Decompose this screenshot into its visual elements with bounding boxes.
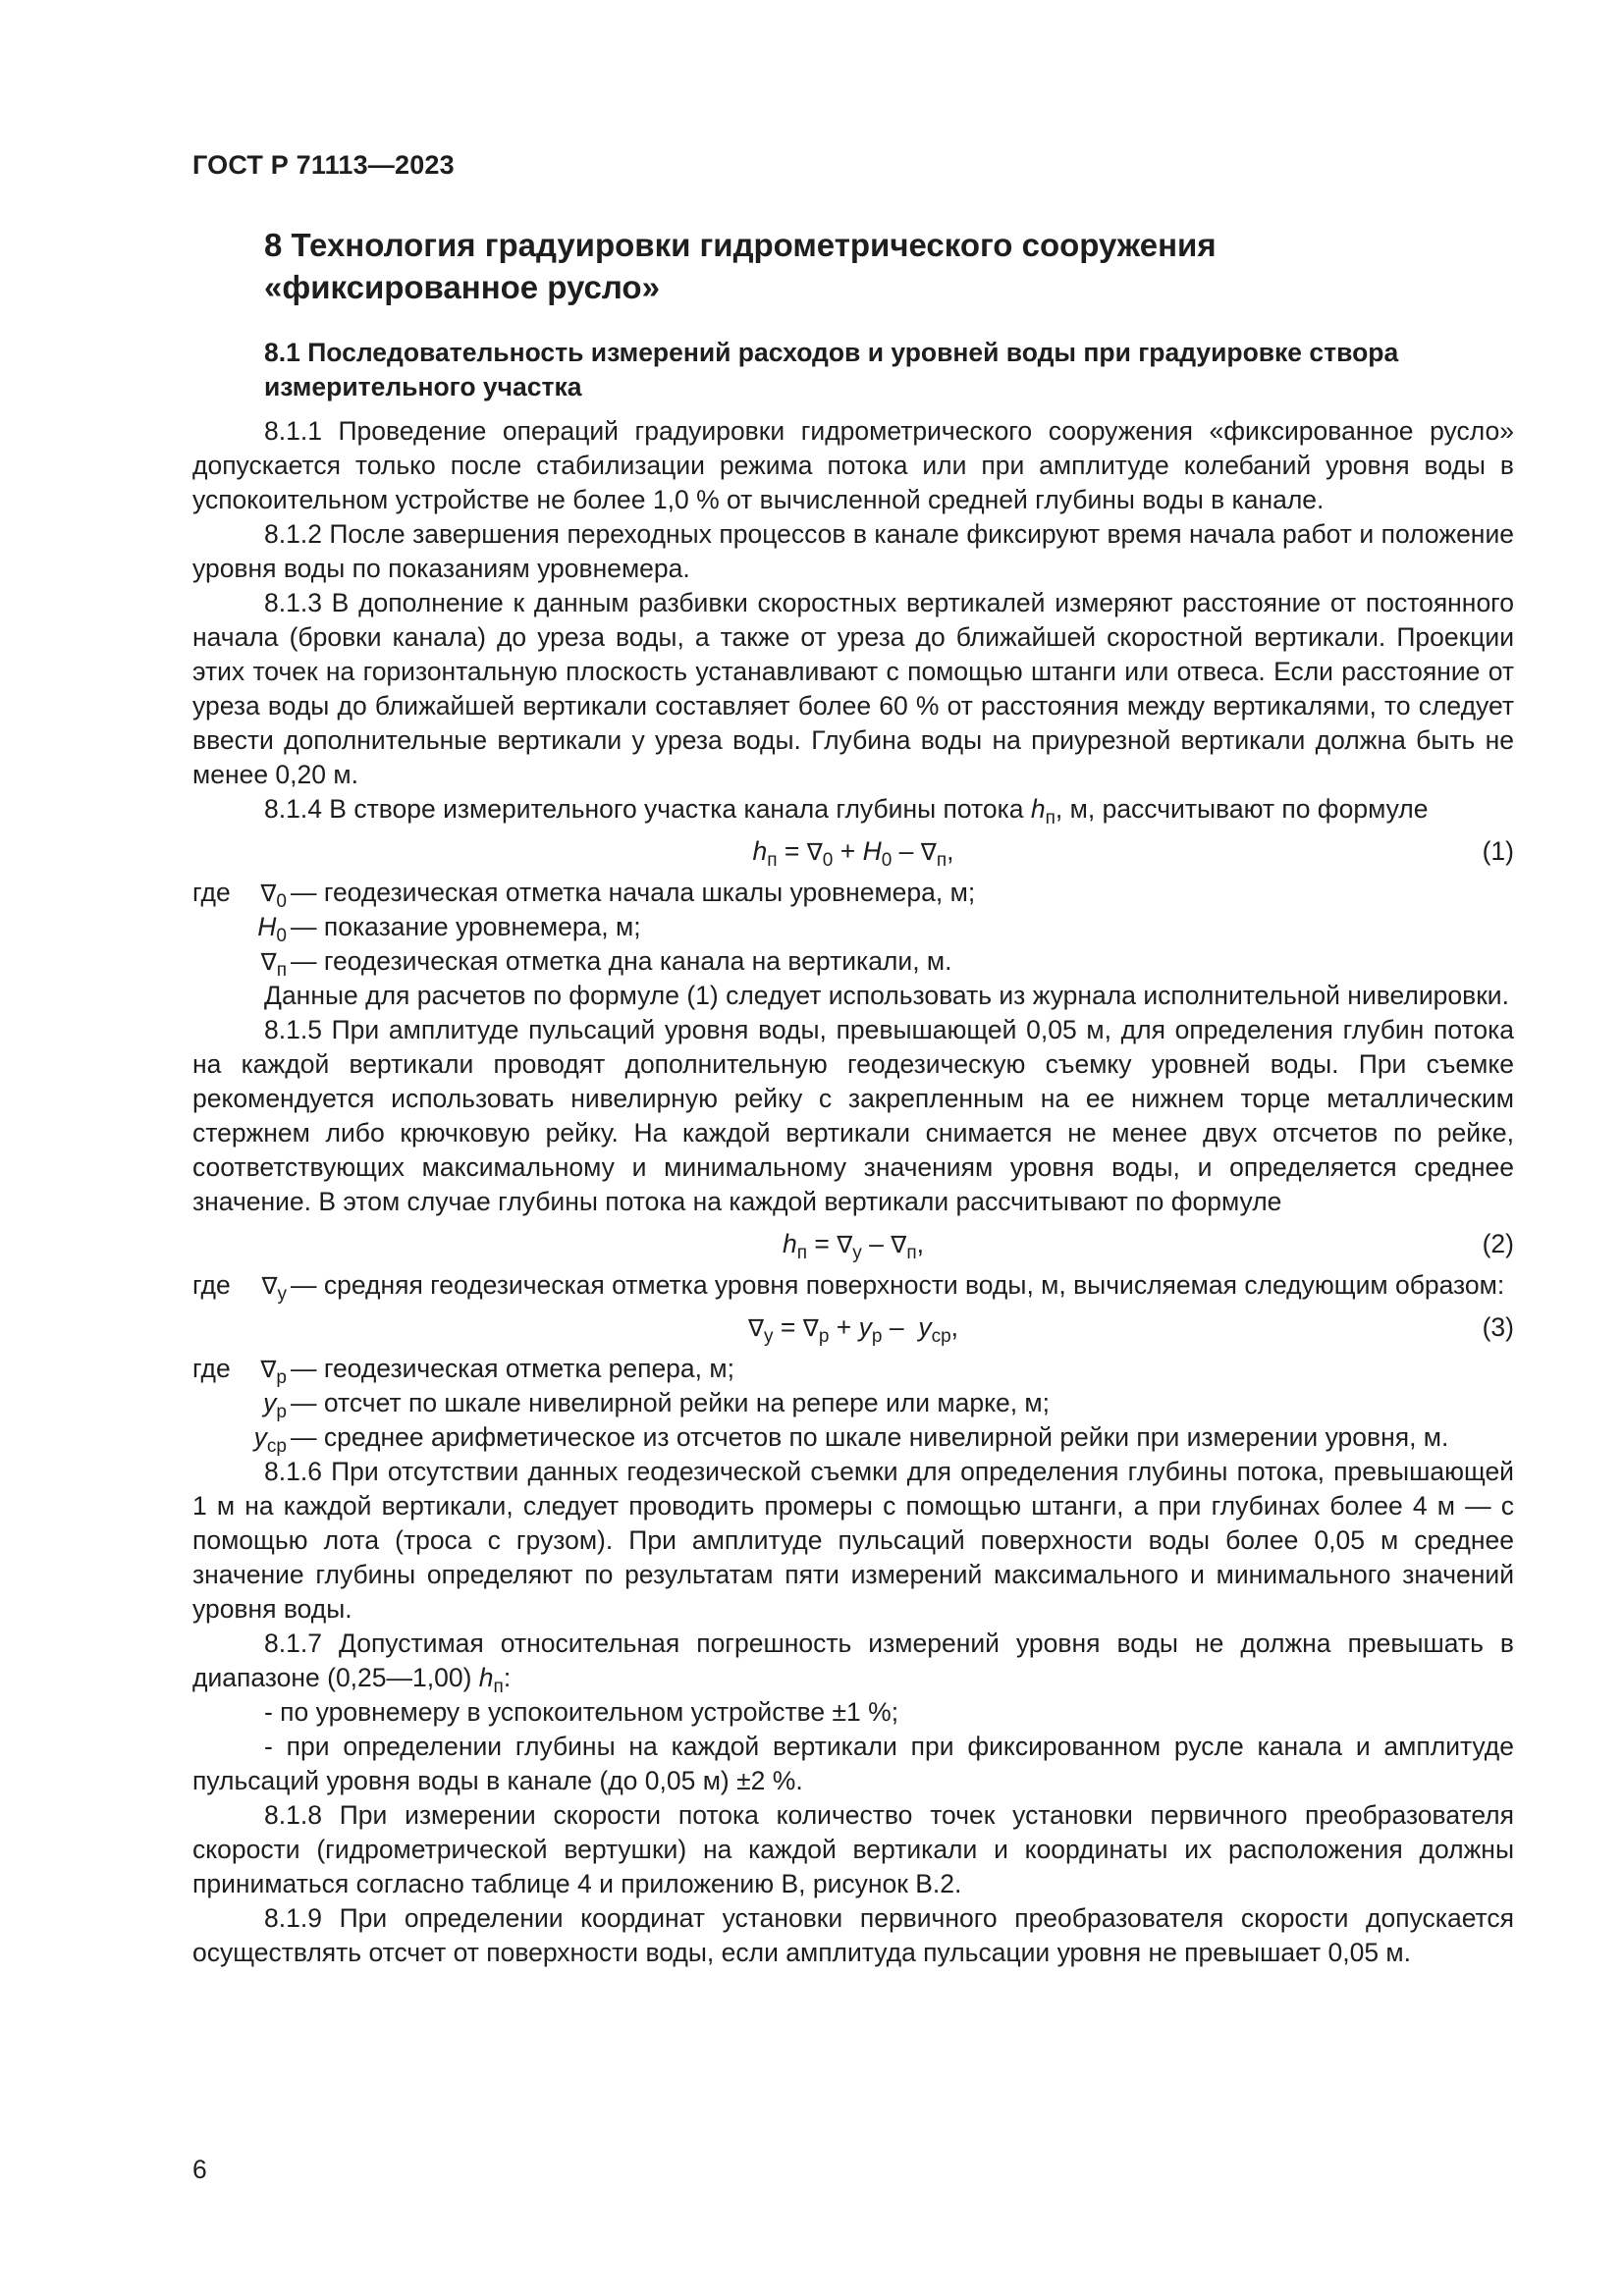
legend-1-row-2 bbox=[192, 910, 1514, 944]
p814-symbol-sub: п bbox=[1045, 808, 1056, 828]
legend-3-text-3: — среднее арифметическое из отсчетов по шкале нивелирной рейки при измерении уровня, м. bbox=[291, 1422, 1449, 1452]
legend-1-sub-3: п bbox=[276, 960, 287, 981]
where-word: где bbox=[192, 1354, 231, 1383]
p817-symbol: h bbox=[478, 1663, 494, 1692]
where-word: где bbox=[192, 1270, 231, 1300]
f1-t1-sub: 0 bbox=[822, 850, 834, 871]
legend-1-symbol-1 bbox=[192, 876, 287, 911]
f2-lhs-sub: п bbox=[796, 1243, 808, 1263]
legend-3-text-2: — отсчет по шкале нивелирной рейки на репере или марке, м; bbox=[291, 1388, 1051, 1417]
legend-1-text-1: — геодезическая отметка начала шкалы уровнемера, м; bbox=[291, 878, 976, 907]
f3-lhs: ∇ bbox=[747, 1314, 765, 1342]
legend-2-symbol-1 bbox=[192, 1268, 287, 1304]
f3-op2: – bbox=[889, 1312, 904, 1342]
standard-header: ГОСТ Р 71113—2023 bbox=[192, 150, 455, 180]
f3-t3: y bbox=[918, 1312, 932, 1342]
paragraph-8-1-7-item-2: - при определении глубины на каждой вертикали при фиксированном русле канала и амплитуде пульсаций уровня воды в канале (до 0,05 м) ±2 %. bbox=[192, 1732, 1514, 1795]
legend-1-sub-1: 0 bbox=[276, 891, 287, 912]
legend-1-sym-2: H bbox=[257, 912, 277, 941]
legend-1-symbol-2 bbox=[192, 910, 287, 944]
f3-op1: + bbox=[836, 1312, 852, 1342]
p814-text-b: , м, рассчитывают по формуле bbox=[1055, 794, 1429, 824]
legend-3-text-1: — геодезическая отметка репера, м; bbox=[291, 1354, 734, 1383]
nabla-symbol: ∇ bbox=[260, 1356, 277, 1383]
section-title-line2: «фиксированное русло» bbox=[264, 269, 660, 305]
p817-text-b: : bbox=[503, 1663, 512, 1692]
formula-2-number: (2) bbox=[1482, 1229, 1514, 1258]
legend-2-sub-1: у bbox=[277, 1284, 287, 1305]
legend-3-symbol-1 bbox=[192, 1352, 287, 1387]
subsection-title: 8.1 Последовательность измерений расходов и уровней воды при градуировке створа измерительного участка bbox=[264, 338, 1399, 401]
paragraph-8-1-1: 8.1.1 Проведение операций градуировки гидрометрического сооружения «фиксированное русло» допускается только после стабилизации режима потока или при амплитуде колебаний уровня воды в успокоительном устройстве не более 1,0 % от вычисленной средней глубины воды в канале. bbox=[192, 416, 1514, 514]
f1-op1: + bbox=[839, 836, 856, 866]
formula-1-number: (1) bbox=[1482, 836, 1514, 866]
p814-symbol: h bbox=[1030, 794, 1046, 824]
p817-symbol-sub: п bbox=[493, 1677, 504, 1697]
f3-t2: y bbox=[858, 1312, 872, 1342]
formula-1: $h_п = \nabla_0 + H_0 - \nabla_п$, (1) bbox=[192, 827, 1514, 876]
legend-3-symbol-3 bbox=[192, 1420, 287, 1455]
paragraph-8-1-3: 8.1.3 В дополнение к данным разбивки скоростных вертикалей измеряют расстояние от постоянного начала (бровки канала) до уреза воды, а также от уреза до ближайшей скоростной вертикали. Проекции этих точек на горизонтальную плоскость устанавливают с помощью штанги или отвеса. Если расстояние от уреза воды до ближайшей вертикали составляет более 60 % от расстояния между вертикалями, то следует ввести дополнительные вертикали у уреза воды. Глубина воды на приурезной вертикали должна быть не менее 0,20 м. bbox=[192, 588, 1514, 789]
legend-3-sym-3: y bbox=[253, 1422, 267, 1452]
nabla-symbol: ∇ bbox=[261, 1272, 278, 1300]
f3-t2-sub: р bbox=[871, 1326, 883, 1347]
f1-lhs: h bbox=[752, 836, 768, 866]
f1-nabla-1: ∇ bbox=[806, 838, 823, 866]
section-title-line1: 8 Технология градуировки гидрометрического сооружения bbox=[264, 227, 1217, 263]
page-number: 6 bbox=[192, 2155, 207, 2184]
legend-3-row-1 bbox=[192, 1352, 1514, 1386]
legend-1-row-1 bbox=[192, 876, 1514, 910]
legend-3-symbol-2 bbox=[192, 1386, 287, 1420]
paragraph-8-1-7-item-1: - по уровнемеру в успокоительном устройстве ±1 %; bbox=[264, 1697, 899, 1727]
legend-3-row-2 bbox=[192, 1386, 1514, 1420]
f1-op2: – bbox=[898, 836, 914, 866]
f3-nabla-1: ∇ bbox=[802, 1314, 819, 1342]
f1-nabla-2: ∇ bbox=[920, 838, 937, 866]
legend-2-row-1 bbox=[192, 1268, 1514, 1303]
f2-lhs: h bbox=[782, 1229, 797, 1258]
f2-nabla-2: ∇ bbox=[891, 1231, 907, 1258]
legend-2-text-1: — средняя геодезическая отметка уровня поверхности воды, м, вычисляемая следующим образом: bbox=[291, 1270, 1505, 1300]
formula-3: $\nabla_у = \nabla_р + y_р - y_{ср}$, (3) bbox=[192, 1303, 1514, 1352]
f3-t3-sub: ср bbox=[931, 1326, 951, 1347]
paragraph-8-1-2: 8.1.2 После завершения переходных процессов в канале фиксируют время начала работ и положение уровня воды по показаниям уровнемера. bbox=[192, 519, 1514, 583]
legend-1-row-3 bbox=[192, 944, 1514, 979]
legend-3-row-3 bbox=[192, 1420, 1514, 1455]
formula-2: $h_п = \nabla_у - \nabla_п$, (2) bbox=[192, 1219, 1514, 1268]
legend-1-symbol-3 bbox=[192, 944, 287, 980]
p817-text-a: 8.1.7 Допустимая относительная погрешность измерений уровня воды не должна превышать в диапазоне (0,25—1,00) bbox=[192, 1629, 1514, 1692]
f2-t1-sub: у bbox=[852, 1243, 862, 1263]
paragraph-8-1-8: 8.1.8 При измерении скорости потока количество точек установки первичного преобразователя скорости (гидрометрической вертушки) на каждой вертикали и координаты их расположения должны приниматься согласно таблице 4 и приложению В, рисунок В.2. bbox=[192, 1800, 1514, 1898]
paragraph-8-1-7 bbox=[192, 1627, 1514, 1695]
page-content bbox=[192, 224, 1514, 1970]
f3-lhs-sub: у bbox=[764, 1326, 774, 1347]
legend-3-sub-3: ср bbox=[266, 1436, 287, 1457]
legend-3-sym-2: y bbox=[263, 1388, 277, 1417]
legend-3-sub-2: р bbox=[276, 1402, 287, 1422]
paragraph-8-1-9: 8.1.9 При определении координат установки первичного преобразователя скорости допускается осуществлять отсчет от поверхности воды, если амплитуда пульсации уровня не превышает 0,05 м. bbox=[192, 1903, 1514, 1967]
legend-3-sub-1: р bbox=[276, 1367, 287, 1388]
p814-text-a: 8.1.4 В створе измерительного участка канала глубины потока bbox=[264, 794, 1031, 824]
f3-t1-sub: р bbox=[818, 1326, 830, 1347]
f1-t3-sub: п bbox=[936, 850, 947, 871]
f2-op1: – bbox=[869, 1229, 884, 1258]
legend-1-sub-2: 0 bbox=[276, 926, 287, 946]
f1-lhs-sub: п bbox=[767, 850, 778, 871]
f1-t2: H bbox=[862, 836, 882, 866]
f1-t2-sub: 0 bbox=[881, 850, 893, 871]
formula-3-number: (3) bbox=[1482, 1312, 1514, 1342]
where-word: где bbox=[192, 878, 231, 907]
paragraph-8-1-5: 8.1.5 При амплитуде пульсаций уровня воды, превышающей 0,05 м, для определения глубин потока на каждой вертикали проводят дополнительную геодезическую съемку уровней воды. При съемке рекомендуется использовать нивелирную рейку с закрепленным на ее нижнем торце металлическим стержнем либо крючковую рейку. На каждой вертикали снимается не менее двух отсчетов по рейке, соответствующих максимальному и минимальному значениям уровня воды, и определяется среднее значение. В этом случае глубины потока на каждой вертикали рассчитывают по формуле bbox=[192, 1015, 1514, 1216]
legend-1-text-2: — показание уровнемера, м; bbox=[291, 912, 641, 941]
f2-nabla-1: ∇ bbox=[837, 1231, 853, 1258]
nabla-symbol: ∇ bbox=[260, 948, 277, 976]
section-title bbox=[264, 224, 1514, 308]
paragraph-8-1-6: 8.1.6 При отсутствии данных геодезической съемки для определения глубины потока, превышающей 1 м на каждой вертикали, следует проводить промеры с помощью штанги, а при глубинах более 4 м — с помощью лота (троса с грузом). При амплитуде пульсаций поверхности воды более 0,05 м среднее значение глубины определяют по результатам пяти измерений максимального и минимального значений уровня воды. bbox=[192, 1457, 1514, 1624]
legend-1-text-3: — геодезическая отметка дна канала на вертикали, м. bbox=[291, 946, 952, 976]
f2-t2-sub: п bbox=[906, 1243, 917, 1263]
nabla-symbol: ∇ bbox=[260, 880, 277, 907]
paragraph-data-source: Данные для расчетов по формуле (1) следует использовать из журнала исполнительной нивелировки. bbox=[264, 981, 1509, 1010]
paragraph-8-1-4 bbox=[192, 792, 1514, 827]
